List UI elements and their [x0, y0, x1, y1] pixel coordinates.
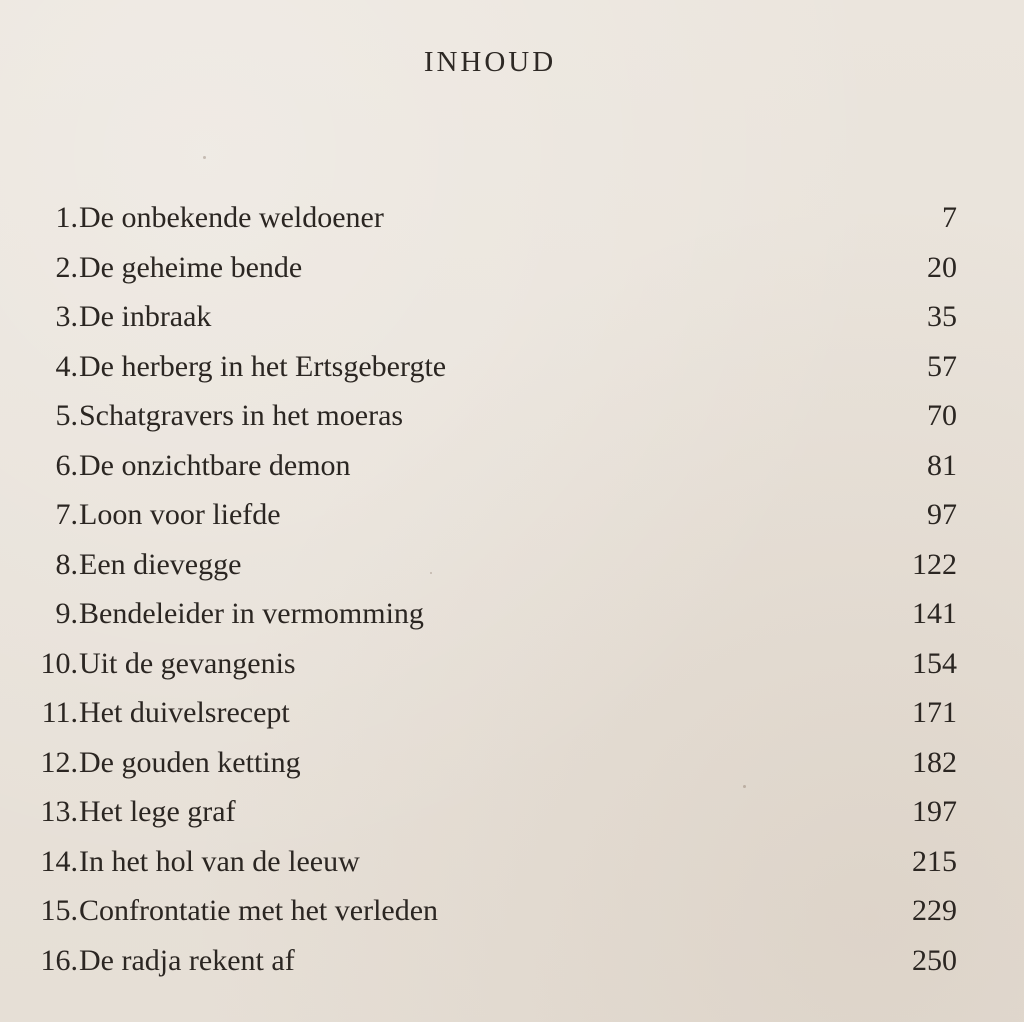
chapter-title: De inbraak — [79, 300, 212, 333]
chapter-number: 5. — [55, 399, 78, 432]
chapter-title: De herberg in het Ertsgebergte — [79, 349, 447, 383]
toc-entry — [0, 738, 1024, 788]
toc-entry — [0, 886, 1024, 936]
chapter-title: De onbekende weldoener — [79, 201, 384, 234]
chapter-title: Loon voor liefde — [79, 498, 281, 531]
chapter-number: 9. — [55, 597, 78, 630]
page-number: 229 — [912, 894, 957, 927]
chapter-title: De geheime bende — [79, 250, 303, 284]
toc-entry — [0, 490, 1024, 540]
page-title: INHOUD — [423, 46, 557, 78]
paper-speck — [430, 572, 432, 574]
page-number: 20 — [927, 250, 957, 284]
chapter-title: Confrontatie met het verleden — [79, 894, 439, 927]
chapter-number: 13. — [40, 795, 78, 828]
toc-entry — [0, 243, 1024, 293]
chapter-title: De gouden ketting — [79, 745, 301, 779]
chapter-title: Het lege graf — [79, 795, 236, 828]
page-number: 182 — [912, 745, 957, 779]
chapter-number: 2. — [55, 250, 78, 284]
chapter-number: 3. — [55, 300, 78, 333]
chapter-number: 12. — [40, 745, 78, 779]
page-number: 35 — [927, 300, 957, 333]
toc-entry — [0, 391, 1024, 441]
paper-speck — [743, 785, 746, 788]
page-number: 81 — [927, 448, 957, 482]
chapter-number: 16. — [40, 943, 78, 977]
chapter-title: In het hol van de leeuw — [79, 844, 360, 878]
chapter-number: 6. — [55, 448, 78, 482]
toc-entry — [0, 193, 1024, 243]
chapter-title: De radja rekent af — [79, 943, 295, 977]
table-of-contents — [0, 193, 1024, 985]
toc-entry — [0, 936, 1024, 986]
toc-entry — [0, 292, 1024, 342]
toc-entry — [0, 688, 1024, 738]
page-number: 122 — [912, 547, 957, 581]
chapter-number: 11. — [41, 696, 78, 729]
page-number: 197 — [912, 795, 957, 828]
page-number: 141 — [912, 597, 957, 630]
chapter-number: 8. — [55, 547, 78, 581]
chapter-number: 10. — [40, 646, 78, 680]
toc-entry — [0, 441, 1024, 491]
toc-entry — [0, 787, 1024, 837]
chapter-number: 14. — [40, 844, 78, 878]
chapter-title: Bendeleider in vermomming — [79, 597, 424, 630]
page-number: 171 — [912, 696, 957, 729]
page-number: 97 — [927, 498, 957, 531]
chapter-title: Een dievegge — [79, 547, 242, 581]
page-number: 7 — [942, 201, 957, 234]
page-number: 250 — [912, 943, 957, 977]
chapter-number: 1. — [55, 201, 78, 234]
chapter-title: De onzichtbare demon — [79, 448, 351, 482]
chapter-title: Het duivelsrecept — [79, 696, 290, 729]
chapter-title: Uit de gevangenis — [79, 646, 296, 680]
chapter-number: 7. — [55, 498, 78, 531]
page-number: 215 — [912, 844, 957, 878]
chapter-number: 4. — [55, 349, 78, 383]
toc-entry — [0, 342, 1024, 392]
page-number: 154 — [912, 646, 957, 680]
page-number: 57 — [927, 349, 957, 383]
page-number: 70 — [927, 399, 957, 432]
paper-speck — [203, 156, 206, 159]
toc-entry — [0, 540, 1024, 590]
chapter-number: 15. — [40, 894, 78, 927]
toc-entry — [0, 837, 1024, 887]
chapter-title: Schatgravers in het moeras — [79, 399, 404, 432]
toc-entry — [0, 639, 1024, 689]
toc-entry — [0, 589, 1024, 639]
